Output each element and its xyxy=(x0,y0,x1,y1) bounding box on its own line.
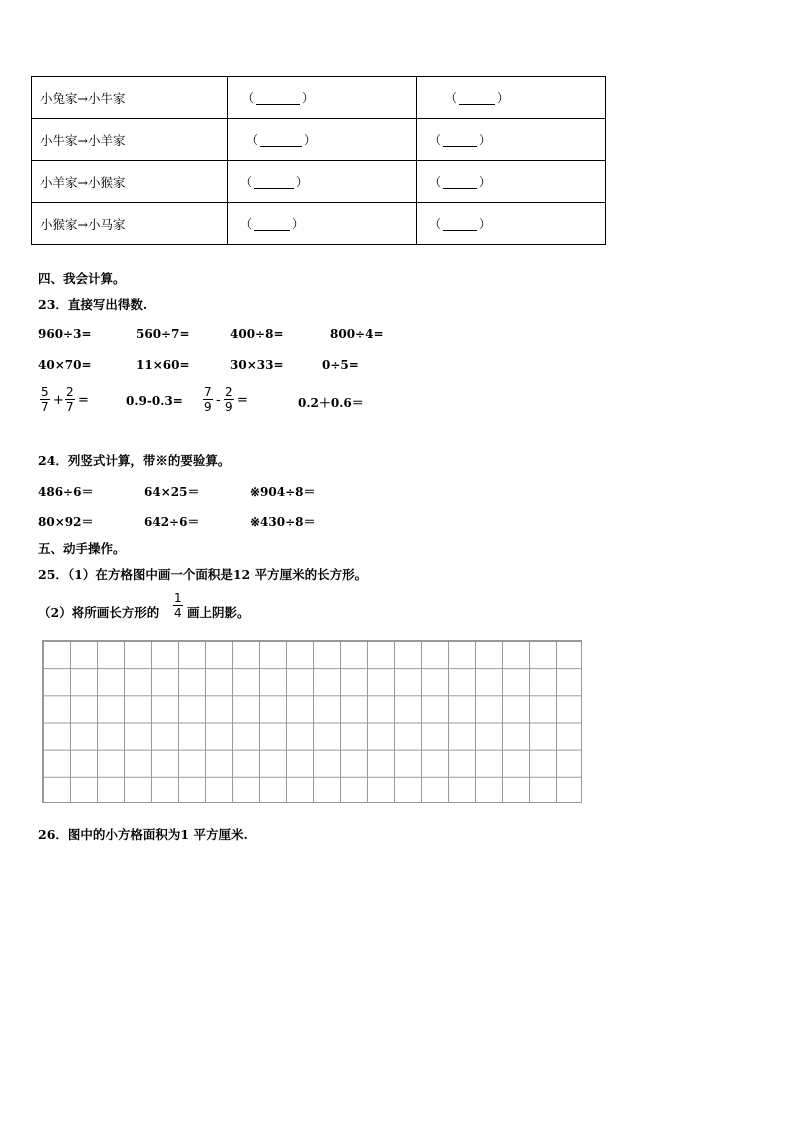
fraction-denominator: 4 xyxy=(174,606,182,620)
equals-sign: = xyxy=(78,393,89,408)
answer-cell: （ ） xyxy=(417,161,606,203)
calc-item: 0.2＋0.6＝ xyxy=(298,396,364,410)
fraction-denominator: 9 xyxy=(204,400,212,414)
question-25-part1: 25．（1）在方格图中画一个面积是12 平方厘米的长方形。 xyxy=(38,567,368,582)
calc-item: 800÷4= xyxy=(330,327,384,341)
route-label: 小牛家→小羊家 xyxy=(32,119,228,161)
table-row xyxy=(32,119,606,161)
answer-blank[interactable] xyxy=(443,135,477,147)
answer-blank[interactable] xyxy=(459,93,495,105)
question-24-label: 24．列竖式计算，带※的要验算。 xyxy=(38,453,231,468)
calc-item: ※904÷8＝ xyxy=(250,485,316,499)
answer-blank[interactable] xyxy=(254,177,294,189)
answer-blank[interactable] xyxy=(443,177,477,189)
fraction-denominator: 9 xyxy=(225,400,233,414)
calc-item: 400÷8= xyxy=(230,327,284,341)
calc-item: 642÷6＝ xyxy=(144,515,200,529)
answer-cell: （ ） xyxy=(228,203,417,245)
question-25-part2-prefix: （2）将所画长方形的 xyxy=(38,605,160,620)
calc-item: 560÷7= xyxy=(136,327,190,341)
calc-item: ※430÷8＝ xyxy=(250,515,316,529)
fraction xyxy=(224,385,234,414)
answer-blank[interactable] xyxy=(254,219,290,231)
route-label: 小羊家→小猴家 xyxy=(32,161,228,203)
calc-item: 30×33= xyxy=(230,358,284,372)
fraction-denominator: 7 xyxy=(66,400,74,414)
section-4-title: 四、我会计算。 xyxy=(38,271,126,286)
fraction-numerator: 5 xyxy=(41,385,49,399)
answer-blank[interactable] xyxy=(260,135,302,147)
calc-item: 0÷5= xyxy=(322,358,359,372)
answer-cell: （ ） xyxy=(417,203,606,245)
calc-item: 960÷3= xyxy=(38,327,92,341)
calc-item: 0.9-0.3= xyxy=(126,394,183,408)
fraction-numerator: 2 xyxy=(225,385,233,399)
answer-cell: （ ） xyxy=(228,77,417,119)
table-row xyxy=(32,77,606,119)
route-table xyxy=(31,76,606,245)
route-label: 小兔家→小牛家 xyxy=(32,77,228,119)
route-label: 小猴家→小马家 xyxy=(32,203,228,245)
section-5-title: 五、动手操作。 xyxy=(38,541,126,556)
calc-item: 486÷6＝ xyxy=(38,485,94,499)
minus-sign: - xyxy=(216,393,221,408)
calc-item: 80×92＝ xyxy=(38,515,94,529)
calc-item: 40×70= xyxy=(38,358,92,372)
answer-cell: （ ） xyxy=(417,77,606,119)
table-row xyxy=(32,161,606,203)
answer-blank[interactable] xyxy=(443,219,477,231)
fraction xyxy=(65,385,75,414)
fraction xyxy=(173,591,183,620)
equals-sign: = xyxy=(237,393,248,408)
question-25-part2-suffix: 画上阴影。 xyxy=(187,605,250,620)
answer-cell: （ ） xyxy=(228,161,417,203)
plus-sign: + xyxy=(53,393,64,408)
fraction-numerator: 2 xyxy=(66,385,74,399)
answer-cell: （ ） xyxy=(228,119,417,161)
fraction-denominator: 7 xyxy=(41,400,49,414)
fraction xyxy=(203,385,213,414)
answer-blank[interactable] xyxy=(256,93,300,105)
square-grid[interactable] xyxy=(42,640,582,803)
fraction-numerator: 7 xyxy=(204,385,212,399)
fraction-numerator: 1 xyxy=(174,591,182,605)
question-23-label: 23．直接写出得数. xyxy=(38,297,148,312)
table-row xyxy=(32,203,606,245)
fraction xyxy=(40,385,50,414)
question-26-label: 26．图中的小方格面积为1 平方厘米. xyxy=(38,827,248,842)
calc-item: 11×60= xyxy=(136,358,190,372)
calc-item: 64×25＝ xyxy=(144,485,200,499)
answer-cell: （ ） xyxy=(417,119,606,161)
